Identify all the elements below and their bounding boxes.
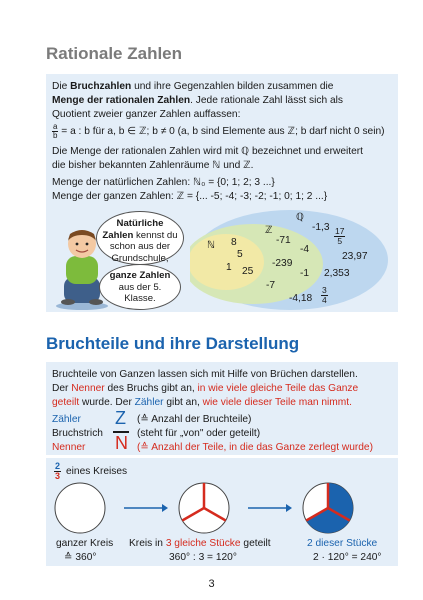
venn-value: 23,97	[342, 251, 368, 262]
formula-line: $\frac{a}{b}$ = a : b für a, b ∈ ℤ; b ≠ 0 (a, b sind Elemente aus ℤ; b darf nicht 0 sein)	[53, 121, 385, 140]
paragraph-line: Quotient zweier ganzer Zahlen auffassen:	[52, 109, 241, 120]
fraction-two-thirds: 2 3	[55, 461, 61, 481]
big-letter-z: Z	[115, 408, 126, 428]
venn-value: 2,353	[324, 268, 350, 279]
row-label-bruchstrich: Bruchstrich	[52, 428, 103, 439]
venn-fraction: $\frac{3}{4}$	[322, 285, 327, 305]
paragraph-line: geteilt wurde. Der Zähler gibt an, wie viele dieser Teile man nimmt.	[52, 397, 352, 408]
paragraph-line: Die Bruchzahlen und ihre Gegenzahlen bilden zusammen die	[52, 81, 334, 92]
venn-fraction: $\frac{17}{5}$	[335, 226, 345, 246]
paragraph-line: die bisher bekannten Zahlenräume ℕ und ℤ.	[52, 160, 254, 171]
fraction-caption: eines Kreises	[66, 466, 128, 477]
caption-two-pieces: 2 dieser Stücke	[307, 538, 378, 549]
fraction-a-over-b: $\frac{a}{b}$	[53, 121, 58, 140]
venn-value: -71	[276, 235, 291, 246]
caption-whole-circle-degrees: ≙ 360°	[64, 552, 97, 563]
speech-bubble-integers: ganze Zahlen aus der 5. Klasse.	[99, 264, 181, 310]
paragraph-line: Die Menge der rationalen Zahlen wird mit ℚ bezeichnet und erweitert	[52, 146, 363, 157]
integer-numbers-line: Menge der ganzen Zahlen: ℤ = {... -5; -4; -3; -2; -1; 0; 1; 2 ...}	[52, 191, 328, 202]
circle-thirds	[179, 483, 229, 533]
venn-label-q: ℚ	[296, 212, 305, 223]
venn-value: -239	[272, 258, 293, 269]
page-number: 3	[208, 578, 215, 590]
caption-whole-circle: ganzer Kreis	[56, 538, 114, 549]
venn-value: -4	[300, 244, 310, 255]
caption-circle-thirds-calc: 360° : 3 = 120°	[169, 552, 237, 563]
arrow-head	[162, 504, 168, 512]
caption-circle-thirds: Kreis in 3 gleiche Stücke geteilt	[129, 538, 271, 549]
caption-two-pieces-calc: 2 · 120° = 240°	[313, 552, 382, 563]
row-label-zaehler: Zähler	[52, 414, 81, 425]
section-title-bruchteile: Bruchteile und ihre Darstellung	[46, 334, 300, 353]
big-letter-n: N	[115, 433, 128, 453]
venn-label-z: ℤ	[265, 225, 273, 236]
circle-two-thirds-shaded	[303, 483, 353, 533]
paragraph-line: Der Nenner des Bruchs gibt an, in wie viele gleiche Teile das Ganze	[52, 383, 359, 394]
venn-value: 5	[237, 249, 243, 260]
speech-bubble-natural-numbers: Natürliche Zahlen kennst du schon aus der Grundschule,	[96, 211, 184, 265]
paragraph-line: Menge der rationalen Zahlen. Jede rationale Zahl lässt sich als	[52, 95, 344, 106]
desc-zaehler: (≙ Anzahl der Bruchteile)	[137, 414, 252, 425]
venn-value: 1	[226, 262, 232, 273]
venn-value: -4,18	[289, 293, 313, 304]
natural-numbers-line: Menge der natürlichen Zahlen: ℕ₀ = {0; 1; 2; 3 ...}	[52, 177, 275, 188]
paragraph-line: Bruchteile von Ganzen lassen sich mit Hilfe von Brüchen darstellen.	[52, 369, 358, 380]
venn-value: -1,3	[312, 222, 330, 233]
venn-label-n: ℕ	[207, 240, 216, 251]
row-label-nenner: Nenner	[52, 442, 86, 453]
venn-value: 25	[242, 266, 254, 277]
arrow-head	[286, 504, 292, 512]
whole-circle	[55, 483, 105, 533]
venn-value: -7	[266, 280, 276, 291]
circle-diagrams	[52, 480, 396, 536]
venn-value: -1	[300, 268, 310, 279]
desc-bruchstrich: (steht für „von" oder geteilt)	[137, 428, 261, 439]
desc-nenner: (≙ Anzahl der Teile, in die das Ganze zerlegt wurde)	[137, 442, 373, 453]
venn-value: 8	[231, 237, 237, 248]
section-title-rationale-zahlen: Rationale Zahlen	[46, 44, 183, 63]
